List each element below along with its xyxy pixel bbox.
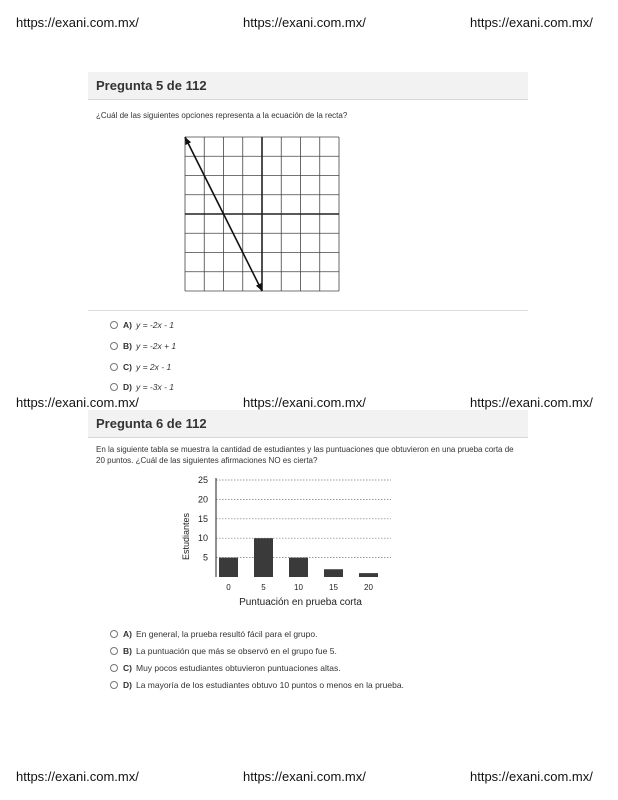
option-letter: D) xyxy=(123,680,132,690)
option-a[interactable] xyxy=(110,320,174,330)
radio-button[interactable] xyxy=(110,321,118,329)
y-tick-label: 20 xyxy=(197,494,208,505)
watermark-url: https://exani.com.mx/ xyxy=(470,769,593,784)
question-text: En la siguiente tabla se muestra la cantidad de estudiantes y las puntuaciones que obtuvieron en una prueba corta de 20 puntos. ¿Cuál de las siguientes afirmaciones NO es cierta? xyxy=(96,445,514,465)
bar xyxy=(254,538,273,577)
watermark-url: https://exani.com.mx/ xyxy=(16,15,139,30)
option-letter: A) xyxy=(123,320,132,330)
question-card-6 xyxy=(88,410,528,695)
coordinate-grid-plot xyxy=(183,135,343,293)
option-letter: C) xyxy=(123,663,132,673)
bar xyxy=(219,558,238,577)
y-tick-label: 10 xyxy=(197,533,208,544)
y-axis-label: Estudiantes xyxy=(181,512,191,561)
option-b[interactable] xyxy=(110,646,337,656)
x-tick-label: 15 xyxy=(329,583,338,592)
watermark-url: https://exani.com.mx/ xyxy=(470,395,593,410)
option-letter: A) xyxy=(123,629,132,639)
watermark-url: https://exani.com.mx/ xyxy=(16,769,139,784)
option-text: y = 2x - 1 xyxy=(135,362,172,372)
bar xyxy=(359,573,378,577)
y-tick-label: 5 xyxy=(202,552,208,563)
option-text: y = -2x - 1 xyxy=(135,320,175,330)
y-tick-label: 15 xyxy=(197,513,208,524)
watermark-url: https://exani.com.mx/ xyxy=(243,769,366,784)
option-text: En general, la prueba resultó fácil para el grupo. xyxy=(135,629,318,639)
question-card-5 xyxy=(88,72,528,394)
watermark-url: https://exani.com.mx/ xyxy=(16,395,139,410)
option-b[interactable] xyxy=(110,341,176,351)
option-letter: B) xyxy=(123,646,132,656)
option-text: Muy pocos estudiantes obtuvieron puntuaciones altas. xyxy=(135,663,341,673)
question-header: Pregunta 6 de 112 xyxy=(88,410,528,438)
option-d[interactable] xyxy=(110,680,404,690)
radio-button[interactable] xyxy=(110,363,118,371)
watermark-url: https://exani.com.mx/ xyxy=(243,15,366,30)
option-letter: C) xyxy=(123,362,132,372)
x-tick-label: 0 xyxy=(226,583,231,592)
bar xyxy=(289,558,308,577)
bar-chart xyxy=(176,472,406,607)
option-text: y = -2x + 1 xyxy=(135,341,177,351)
radio-button[interactable] xyxy=(110,647,118,655)
x-tick-label: 20 xyxy=(364,583,373,592)
question-header: Pregunta 5 de 112 xyxy=(88,72,528,100)
watermark-url: https://exani.com.mx/ xyxy=(243,395,366,410)
radio-button[interactable] xyxy=(110,630,118,638)
option-d[interactable] xyxy=(110,382,174,392)
x-tick-label: 10 xyxy=(294,583,303,592)
option-letter: B) xyxy=(123,341,132,351)
question-text: ¿Cuál de las siguientes opciones representa a la ecuación de la recta? xyxy=(96,111,348,120)
option-text: La mayoría de los estudiantes obtuvo 10 puntos o menos en la prueba. xyxy=(135,680,404,690)
radio-button[interactable] xyxy=(110,383,118,391)
radio-button[interactable] xyxy=(110,681,118,689)
x-axis-label: Puntuación en prueba corta xyxy=(239,597,362,607)
radio-button[interactable] xyxy=(110,342,118,350)
separator xyxy=(88,310,528,311)
option-text: La puntuación que más se observó en el grupo fue 5. xyxy=(135,646,337,656)
bar xyxy=(324,569,343,577)
option-c[interactable] xyxy=(110,663,341,673)
radio-button[interactable] xyxy=(110,664,118,672)
option-letter: D) xyxy=(123,382,132,392)
y-tick-label: 25 xyxy=(197,475,208,485)
option-text: y = -3x - 1 xyxy=(135,382,175,392)
x-tick-label: 5 xyxy=(261,583,266,592)
option-c[interactable] xyxy=(110,362,171,372)
watermark-url: https://exani.com.mx/ xyxy=(470,15,593,30)
option-a[interactable] xyxy=(110,629,317,639)
